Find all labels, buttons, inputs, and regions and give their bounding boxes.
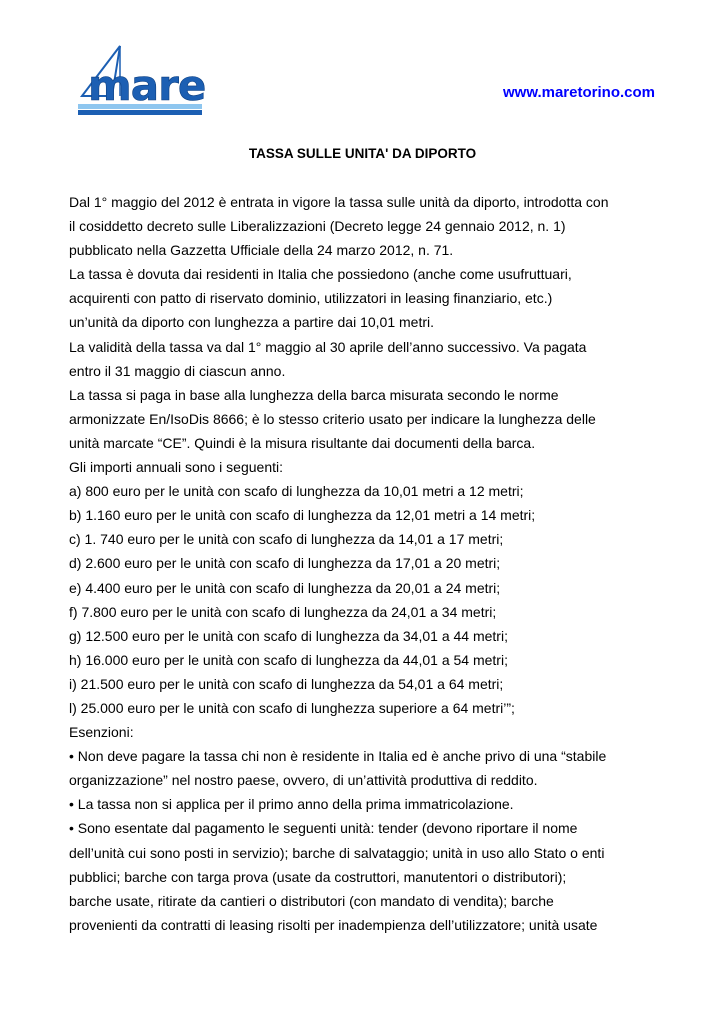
fee-item: a) 800 euro per le unità con scafo di lunghezza da 10,01 metri a 12 metri; — [69, 483, 524, 500]
fee-item: c) 1. 740 euro per le unità con scafo di lunghezza da 14,01 a 17 metri; — [69, 531, 504, 548]
site-url-link[interactable]: www.maretorino.com — [503, 84, 655, 101]
fee-item: i) 21.500 euro per le unità con scafo di lunghezza da 54,01 a 64 metri; — [69, 675, 504, 692]
exemption-item: • La tassa non si applica per il primo anno della prima immatricolazione. — [69, 796, 514, 813]
exemption-item: pubblici; barche con targa prova (usate da costruttori, manutentori o distributori); — [69, 868, 567, 885]
exemption-item: • Sono esentate dal pagamento le seguenti unità: tender (devono riportare il nome — [69, 820, 578, 837]
body-line: un’unità da diporto con lunghezza a partire dai 10,01 metri. — [69, 314, 435, 331]
fee-item: b) 1.160 euro per le unità con scafo di lunghezza da 12,01 metri a 14 metri; — [69, 507, 536, 524]
exemption-item: organizzazione” nel nostro paese, ovvero, di un’attività produttiva di reddito. — [69, 772, 538, 789]
body-line: pubblicato nella Gazzetta Ufficiale della 24 marzo 2012, n. 71. — [69, 242, 454, 259]
document-body — [69, 190, 669, 937]
exemption-item: dell’unità cui sono posti in servizio); barche di salvataggio; unità in uso allo Stato o enti — [69, 844, 605, 861]
fee-item: d) 2.600 euro per le unità con scafo di lunghezza da 17,01 a 20 metri; — [69, 555, 501, 572]
exemption-item: • Non deve pagare la tassa chi non è residente in Italia ed è anche privo di una “stabile — [69, 748, 607, 765]
exemption-item: barche usate, ritirate da cantieri o distributori (con mandato di vendita); barche — [69, 892, 554, 909]
document-title: TASSA SULLE UNITA' DA DIPORTO — [248, 146, 477, 161]
body-line: La tassa si paga in base alla lunghezza della barca misurata secondo le norme — [69, 386, 559, 403]
body-line: il cosiddetto decreto sulle Liberalizzazioni (Decreto legge 24 gennaio 2012, n. 1) — [69, 218, 566, 235]
exemptions-heading: Esenzioni: — [69, 724, 134, 741]
fee-item: f) 7.800 euro per le unità con scafo di lunghezza da 24,01 a 34 metri; — [69, 603, 497, 620]
body-line: Dal 1° maggio del 2012 è entrata in vigore la tassa sulle unità da diporto, introdotta con — [69, 194, 609, 210]
exemption-item: provenienti da contratti di leasing risolti per inadempienza dell’utilizzatore; unità usate — [69, 916, 598, 933]
body-line: armonizzate En/IsoDis 8666; è lo stesso criterio usato per indicare la lunghezza delle — [69, 410, 596, 427]
fee-item: h) 16.000 euro per le unità con scafo di lunghezza da 44,01 a 54 metri; — [69, 651, 508, 668]
fee-item: l) 25.000 euro per le unità con scafo di lunghezza superiore a 64 metri’”; — [69, 699, 515, 716]
sailboat-logo-icon — [76, 44, 206, 120]
fee-item: g) 12.500 euro per le unità con scafo di lunghezza da 34,01 a 44 metri; — [69, 627, 508, 644]
mare-logo — [76, 44, 206, 120]
body-line: entro il 31 maggio di ciascun anno. — [69, 362, 286, 379]
body-line: La tassa è dovuta dai residenti in Italia che possiedono (anche come usufruttuari, — [69, 266, 572, 283]
logo-wordmark: mare — [88, 61, 206, 110]
fee-item: e) 4.400 euro per le unità con scafo di lunghezza da 20,01 a 24 metri; — [69, 579, 501, 596]
body-line: Gli importi annuali sono i seguenti: — [69, 459, 284, 476]
body-line: unità marcate “CE”. Quindi è la misura risultante dai documenti della barca. — [69, 434, 536, 451]
body-line: La validità della tassa va dal 1° maggio al 30 aprile dell’anno successivo. Va pagata — [69, 338, 587, 355]
body-line: acquirenti con patto di riservato dominio, utilizzatori in leasing finanziario, etc.) — [69, 290, 553, 307]
